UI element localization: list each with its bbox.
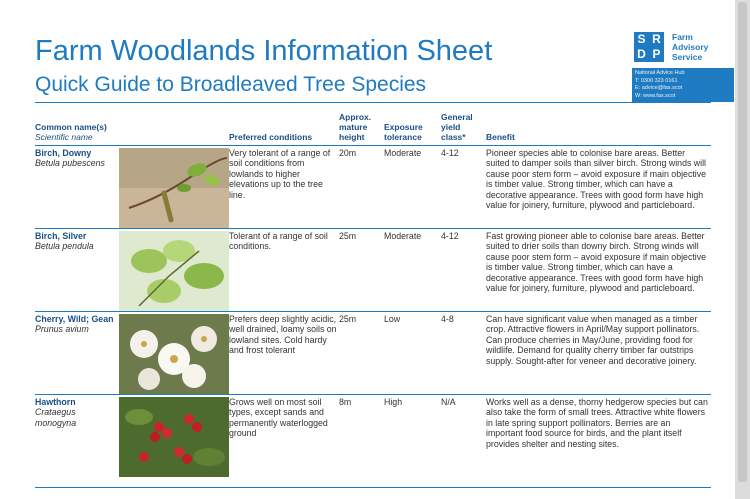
header-conditions: Preferred conditions [229, 112, 339, 146]
header-exposure: Exposure tolerance [384, 112, 441, 146]
header-common-name [35, 112, 119, 146]
header-photo [119, 112, 229, 146]
yield-cell: 4-8 [441, 312, 486, 395]
exposure-cell: Moderate [384, 146, 441, 229]
yield-cell: N/A [441, 395, 486, 478]
photo-cell [119, 146, 229, 229]
logo-name-line: Advisory [672, 42, 709, 52]
scientific-name: Betula pubescens [35, 158, 105, 169]
common-name: Hawthorn [35, 397, 76, 407]
height-cell: 25m [339, 229, 384, 312]
common-name: Birch, Silver [35, 231, 87, 241]
benefit-cell: Fast growing pioneer able to colonise bare areas. Better suited to drier soils than downy birch. Strong winds will cause poor stem form – avoid exposure if main objective is timber value. Strong timber, which can have a decorative appearance. Trees with good form have high value for joinery, furniture, plywood and particleboard. [486, 229, 711, 312]
logo-name-line: Service [672, 52, 703, 62]
scientific-name: Crataegus monogyna [35, 407, 77, 428]
cherry-blossom-photo [119, 314, 229, 394]
header-height: Approx. mature height [339, 112, 384, 146]
yield-cell: 4-12 [441, 146, 486, 229]
name-cell [35, 146, 119, 229]
contact-line[interactable]: W: www.fas.scot [635, 92, 676, 99]
photo-cell [119, 312, 229, 395]
benefit-cell: Works well as a dense, thorny hedgerow species but can also take the form of small trees. Attractive white flowers in late spring support pollinators. Berries are an important food source for birds, and the plant itself provides shelter and nesting sites. [486, 395, 711, 478]
table-header-row [35, 112, 711, 146]
logo-letter: S [637, 32, 646, 46]
header-yield: General yield class* [441, 112, 486, 146]
photo-cell [119, 229, 229, 312]
species-table [35, 112, 711, 478]
hawthorn-berries-photo [119, 397, 229, 477]
scientific-name: Betula pendula [35, 241, 94, 252]
conditions-cell: Tolerant of a range of soil conditions. [229, 229, 339, 312]
benefit-cell: Can have significant value when managed as a timber crop. Attractive flowers in April/May support pollinators. Can produce cherries in May/June, providing food for wildlife. Demand for quality cherry timber far outstrips supply. Sought-after for veneer and decorative joinery. [486, 312, 711, 395]
logo-name [672, 32, 727, 62]
table-row [35, 395, 711, 478]
name-cell [35, 229, 119, 312]
benefit-cell: Pioneer species able to colonise bare areas. Better suited to damper soils than silver birch. Strong winds will cause poor stem form – avoid exposure if main objective is timber value. Strong timber, which can have a decorative appearance. Trees with good form have high value for joinery, furniture, plywood and particleboard. [486, 146, 711, 229]
photo-cell [119, 395, 229, 478]
fas-logo [634, 32, 726, 99]
height-cell: 20m [339, 146, 384, 229]
logo-letter: D [637, 47, 646, 61]
height-cell: 8m [339, 395, 384, 478]
birch-downy-catkin-photo [119, 148, 229, 228]
header-sublabel: Scientific name [35, 132, 93, 142]
name-cell [35, 312, 119, 395]
conditions-cell: Grows well on most soil types, except sands and permanently waterlogged ground [229, 395, 339, 478]
header-label: Common name(s) [35, 122, 107, 132]
logo-mark [634, 32, 664, 62]
exposure-cell: High [384, 395, 441, 478]
sheet-subtitle: Quick Guide to Broadleaved Tree Species [35, 73, 427, 96]
table-row [35, 229, 711, 312]
contact-line[interactable]: E: advice@fas.scot [635, 85, 683, 91]
vertical-scrollbar[interactable] [735, 0, 750, 499]
contact-line: T: 0300 323 0161 [635, 77, 678, 84]
logo-name-line: Farm [672, 32, 693, 42]
conditions-cell: Very tolerant of a range of soil conditions from lowlands to higher elevations up to the tree line. [229, 146, 339, 229]
common-name: Birch, Downy [35, 148, 92, 158]
logo-letter: P [652, 47, 661, 61]
table-bottom-divider [35, 487, 711, 488]
exposure-cell: Low [384, 312, 441, 395]
exposure-cell: Moderate [384, 229, 441, 312]
table-row [35, 312, 711, 395]
sheet-title: Farm Woodlands Information Sheet [35, 35, 493, 67]
birch-silver-leaves-photo [119, 231, 229, 311]
logo-letter: R [652, 32, 661, 46]
name-cell [35, 395, 119, 478]
title-divider [35, 102, 711, 103]
conditions-cell: Prefers deep slightly acidic, well drained, loamy soils on lowland sites. Cold hardy and frost tolerant [229, 312, 339, 395]
header-benefit: Benefit [486, 112, 711, 146]
contact-line: National Advice Hub [635, 70, 685, 76]
contact-box [632, 68, 734, 102]
common-name: Cherry, Wild; Gean [35, 314, 114, 324]
yield-cell: 4-12 [441, 229, 486, 312]
scrollbar-thumb[interactable] [738, 2, 747, 482]
height-cell: 25m [339, 312, 384, 395]
table-row [35, 146, 711, 229]
scientific-name: Prunus avium [35, 324, 89, 335]
